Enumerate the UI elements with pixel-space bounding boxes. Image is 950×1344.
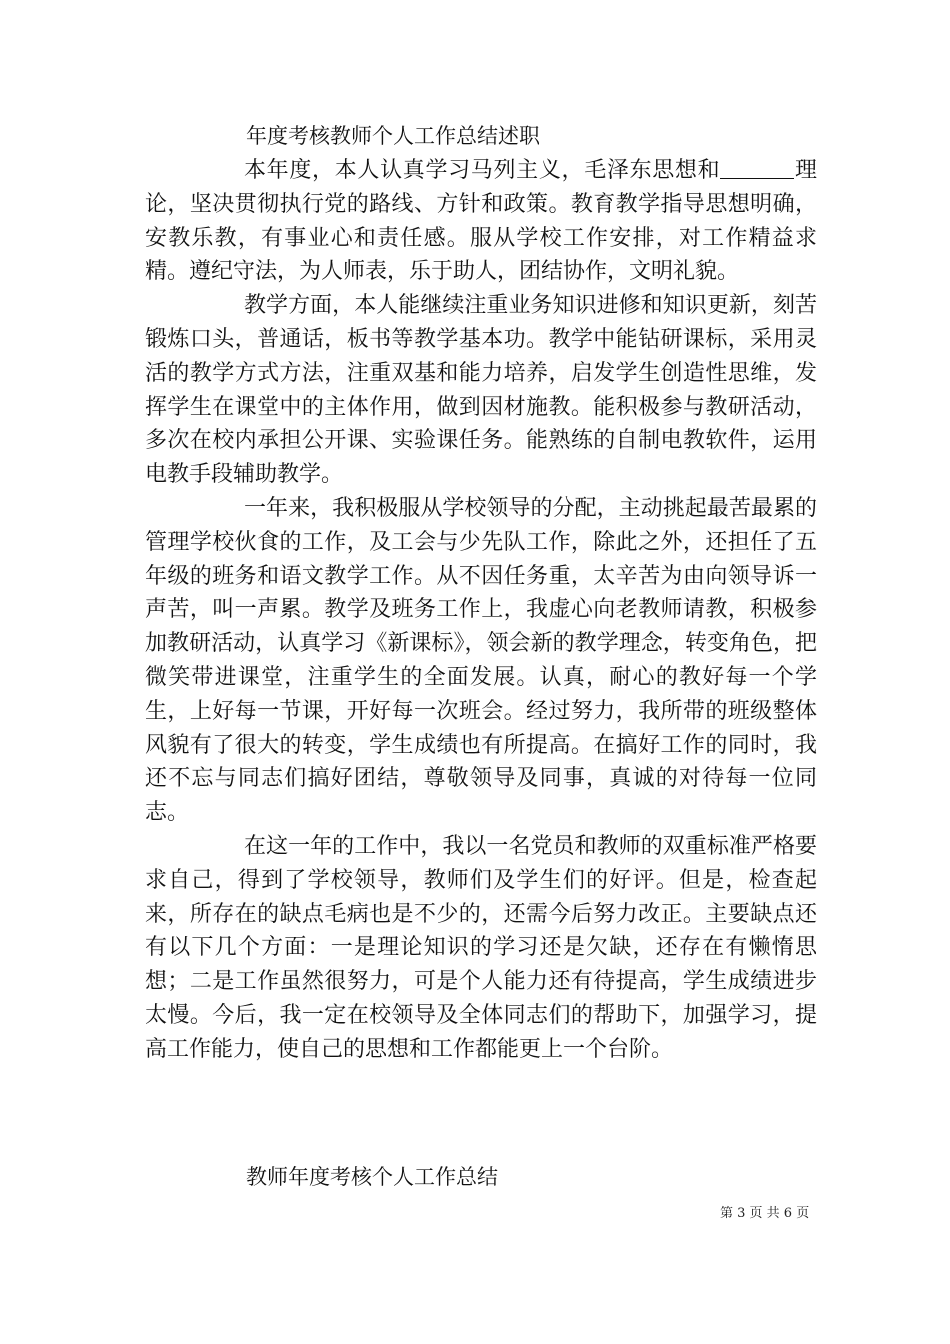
page-number: 第 3 页 共 6 页 <box>720 1206 810 1221</box>
document-subtitle: 教师年度考核个人工作总结 <box>246 1165 498 1189</box>
paragraph-1-rest: 理论，坚决贯彻执行党的路线、方针和政策。教育教学指导思想明确，安教乐教，有事业心和责任感。服从学校工作安排，对工作精益求精。遵纪守法，为人师表，乐于助人，团结协作，文明礼貌。 <box>145 158 817 285</box>
paragraph-1 <box>145 154 817 289</box>
paragraph-1-lead: 本年度，本人认真学习马列主义，毛泽东思想和 <box>244 158 721 183</box>
document-body <box>145 154 817 1067</box>
paragraph-3: 一年来，我积极服从学校领导的分配，主动挑起最苦最累的管理学校伙食的工作，及工会与少先队工作，除此之外，还担任了五年级的班务和语文教学工作。从不因任务重，太辛苦为由向领导诉一声苦，叫一声累。教学及班务工作上，我虚心向老教师请教，积极参加教研活动，认真学习《新课标》，领会新的教学理念，转变角色，把微笑带进课堂，注重学生的全面发展。认真，耐心的教好每一个学生，上好每一节课，开好每一次班会。经过努力，我所带的班级整体风貌有了很大的转变，学生成绩也有所提高。在搞好工作的同时，我还不忘与同志们搞好团结，尊敬领导及同事，真诚的对待每一位同志。 <box>145 495 817 826</box>
fill-in-blank <box>720 158 794 179</box>
paragraph-2: 教学方面，本人能继续注重业务知识进修和知识更新，刻苦锻炼口头，普通话，板书等教学基本功。教学中能钻研课标，采用灵活的教学方式方法，注重双基和能力培养，启发学生创造性思维，发挥学生在课堂中的主体作用，做到因材施教。能积极参与教研活动，多次在校内承担公开课、实验课任务。能熟练的自制电教软件，运用电教手段辅助教学。 <box>145 293 817 488</box>
paragraph-4: 在这一年的工作中，我以一名党员和教师的双重标准严格要求自己，得到了学校领导，教师们及学生们的好评。但是，检查起来，所存在的缺点毛病也是不少的，还需今后努力改正。主要缺点还有以下几个方面：一是理论知识的学习还是欠缺，还存在有懒惰思想；二是工作虽然很努力，可是个人能力还有待提高，学生成绩进步太慢。今后，我一定在校领导及全体同志们的帮助下，加强学习，提高工作能力，使自己的思想和工作都能更上一个台阶。 <box>145 833 817 1062</box>
document-title: 年度考核教师个人工作总结述职 <box>246 124 540 148</box>
